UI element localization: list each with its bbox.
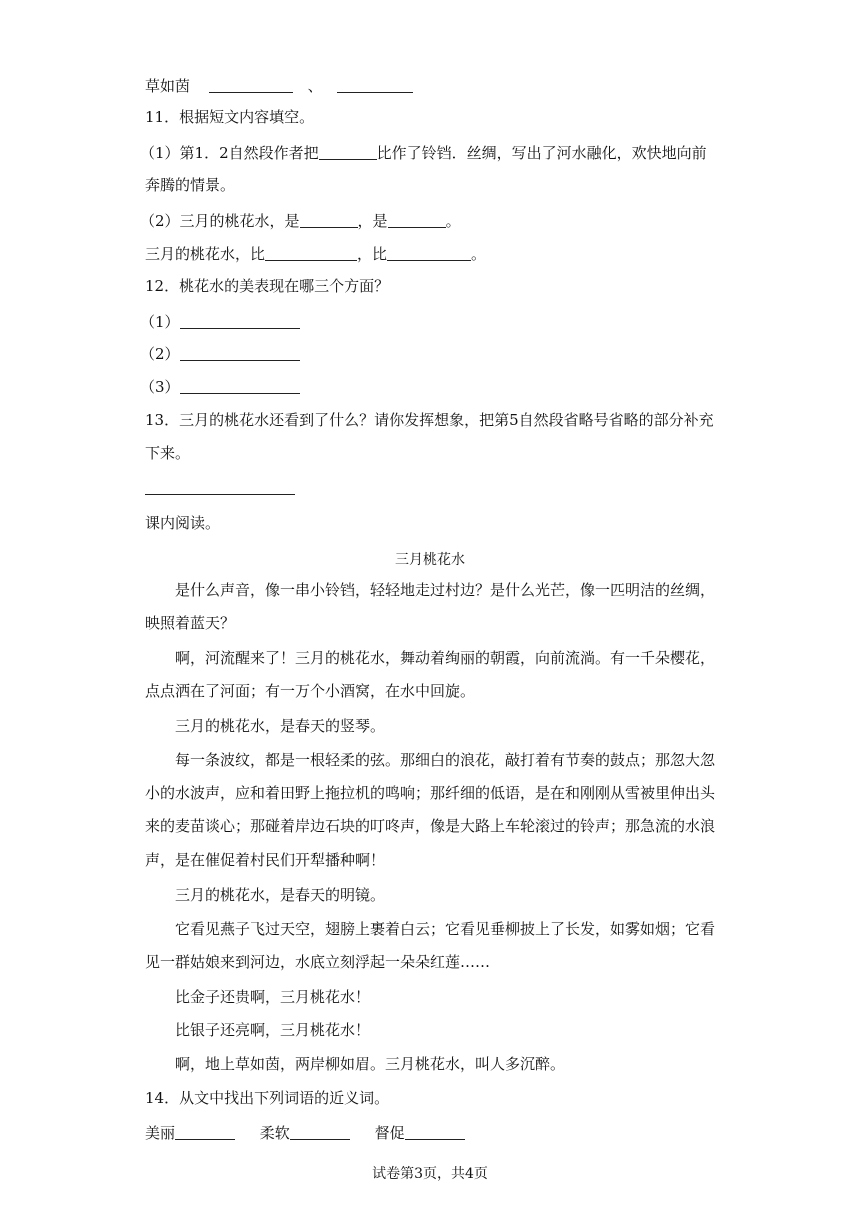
reading-line: 三月的桃花水，是春天的明镜。 [175, 886, 386, 904]
reading-line: 小的水波声，应和着田野上拖拉机的鸣响；那纤细的低语，是在和刚刚从雪被里伸出头 [145, 784, 716, 802]
q11-part1-line2: 奔腾的情景。 [145, 176, 236, 194]
q14-words [145, 1125, 465, 1141]
q11-p1-suffix: 比作了铃铛．丝绸，写出了河水融化，欢快地向前 [376, 144, 707, 162]
reading-line: 是什么声音，像一串小铃铛，轻轻地走过村边？是什么光芒，像一匹明洁的丝绸， [175, 581, 716, 599]
answer-blank[interactable] [180, 314, 300, 329]
q10-label: 草如茵 [145, 77, 191, 95]
reading-line: 啊，地上草如茵，两岸柳如眉。三月桃花水，叫人多沉醉。 [175, 1055, 566, 1073]
reading-line: 映照着蓝天？ [145, 614, 236, 632]
q11-p2-end: 。 [445, 212, 461, 230]
answer-blank[interactable] [300, 213, 358, 228]
answer-blank[interactable] [180, 346, 300, 361]
q14-word: 督促 [374, 1124, 405, 1142]
reading-line: 声，是在催促着村民们开犁播种啊！ [145, 851, 386, 869]
q14-word: 柔软 [259, 1124, 290, 1142]
reading-line: 比金子还贵啊，三月桃花水！ [175, 988, 371, 1006]
reading-line: 它看见燕子飞过天空，翅膀上裹着白云；它看见垂柳披上了长发，如雾如烟；它看 [175, 920, 716, 938]
answer-blank[interactable] [319, 145, 377, 160]
q10-tail-line [145, 78, 413, 94]
q13-line1: 13．三月的桃花水还看到了什么？请你发挥想象，把第5自然段省略号省略的部分补充 [145, 411, 714, 429]
answer-blank[interactable] [290, 1125, 350, 1140]
q12-item-3 [140, 379, 300, 395]
q12-item-label: （1） [140, 313, 180, 331]
q11-part1-line1 [140, 145, 707, 161]
q12-item-label: （3） [140, 378, 180, 396]
reading-line: 来的麦苗谈心；那碰着岸边石块的叮咚声，像是大路上车轮滚过的铃声；那急流的水浪 [145, 817, 716, 835]
reading-line: 点点洒在了河面；有一万个小酒窝，在水中回旋。 [145, 682, 476, 700]
answer-blank[interactable] [337, 78, 413, 93]
answer-blank[interactable] [388, 213, 446, 228]
q11-p1-prefix: （1）第1．2自然段作者把 [140, 144, 319, 162]
q11-stem: 11．根据短文内容填空。 [145, 108, 315, 126]
answer-blank[interactable] [387, 246, 471, 261]
reading-title: 三月桃花水 [395, 552, 465, 568]
q11-p3-prefix: 三月的桃花水，比 [145, 245, 266, 263]
reading-line: 见一群姑娘来到河边，水底立刻浮起一朵朵红莲…… [145, 953, 491, 971]
answer-blank[interactable] [180, 379, 300, 394]
q11-part2 [140, 213, 461, 229]
q11-p3-end: 。 [471, 245, 487, 263]
answer-blank[interactable] [405, 1125, 465, 1140]
reading-line: 啊，河流醒来了！三月的桃花水，舞动着绚丽的朝霞，向前流淌。有一千朵樱花， [175, 649, 716, 667]
q11-p2-mid: ，是 [357, 212, 388, 230]
q12-item-2 [140, 346, 300, 362]
page-footer: 试卷第3页，共4页 [372, 1166, 488, 1182]
q10-sep: 、 [307, 77, 323, 95]
answer-blank[interactable] [265, 246, 357, 261]
reading-line: 每一条波纹，都是一根轻柔的弦。那细白的浪花，敲打着有节奏的鼓点；那忽大忽 [175, 751, 716, 769]
answer-blank[interactable] [175, 1125, 235, 1140]
reading-intro: 课内阅读。 [145, 514, 221, 532]
q12-stem: 12．桃花水的美表现在哪三个方面？ [145, 277, 390, 295]
q12-item-1 [140, 314, 300, 330]
q14-stem: 14．从文中找出下列词语的近义词。 [145, 1089, 390, 1107]
q11-part3 [145, 246, 486, 262]
q11-p2-prefix: （2）三月的桃花水，是 [140, 212, 300, 230]
q11-p3-mid: ，比 [357, 245, 388, 263]
reading-line: 三月的桃花水，是春天的竖琴。 [175, 717, 386, 735]
q13-answer-line[interactable] [145, 494, 295, 495]
q12-item-label: （2） [140, 345, 180, 363]
answer-blank[interactable] [209, 78, 293, 93]
reading-line: 比银子还亮啊，三月桃花水！ [175, 1021, 371, 1039]
q13-line2: 下来。 [145, 444, 191, 462]
q14-word: 美丽 [145, 1124, 176, 1142]
